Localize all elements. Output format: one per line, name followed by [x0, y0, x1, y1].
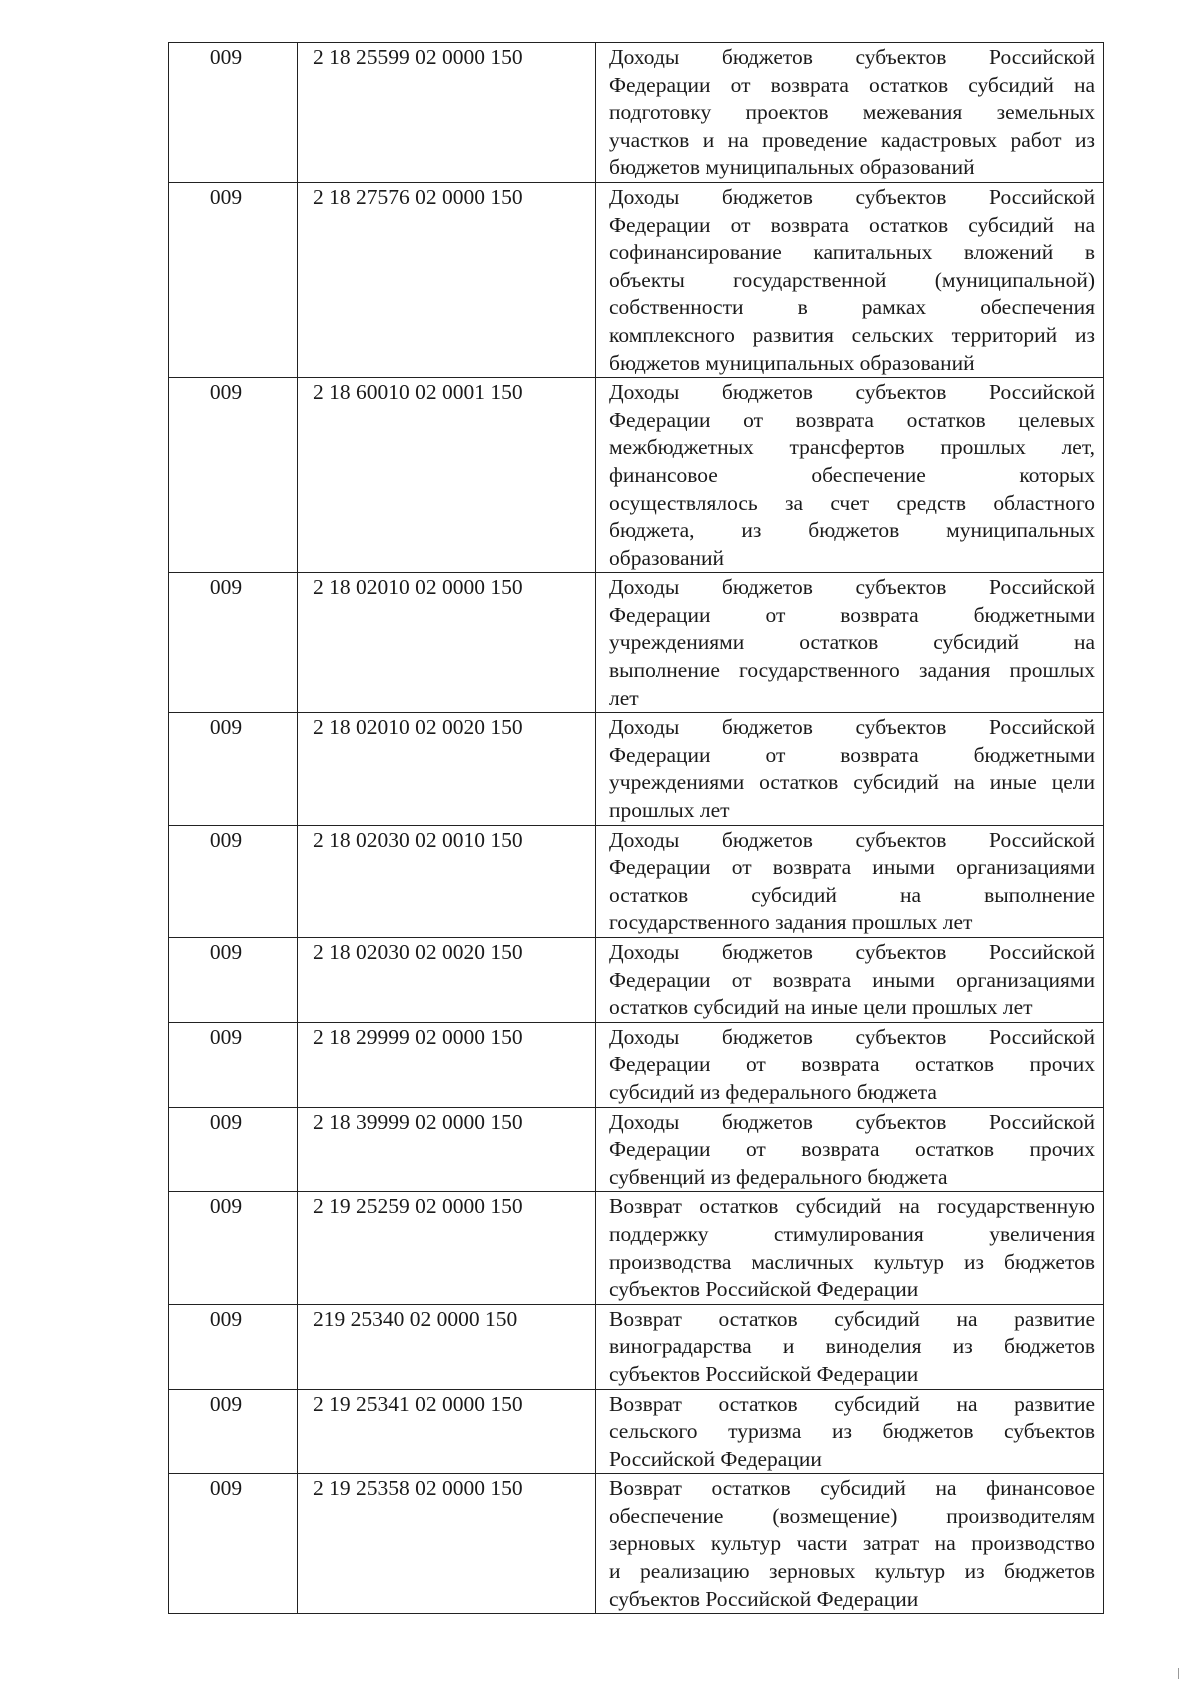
table-row [169, 1107, 1104, 1192]
description-line: Возврат остатков субсидий на финансовое [609, 1476, 1095, 1501]
description-line: подготовку проектов межевания земельных [609, 100, 1095, 125]
description-line: учреждениями остатков субсидий на [609, 630, 1095, 655]
description-line: Доходы бюджетов субъектов Российской [609, 1024, 1095, 1049]
table-row [169, 1474, 1104, 1614]
description-line: Федерации от возврата остатков прочих [609, 1137, 1095, 1162]
scan-artifact-mark [1178, 1668, 1179, 1679]
admin-code-cell: 009 [169, 1107, 298, 1192]
table-row [169, 1304, 1104, 1389]
description-line: Доходы бюджетов субъектов Российской [609, 184, 1095, 209]
description-line: прошлых лет [609, 798, 730, 823]
description-line: субсидий из федерального бюджета [609, 1079, 937, 1104]
table-row [169, 378, 1104, 573]
description-line: объекты государственной (муниципальной) [609, 267, 1095, 292]
budget-code-cell: 2 18 02010 02 0000 150 [298, 573, 596, 713]
description-line: зерновых культур части затрат на производство [609, 1531, 1095, 1556]
description-line: комплексного развития сельских территорий из [609, 322, 1095, 347]
budget-classification-table [168, 42, 1104, 1614]
description-cell [596, 1389, 1104, 1474]
admin-code-cell: 009 [169, 378, 298, 573]
table-row [169, 1389, 1104, 1474]
admin-code-cell: 009 [169, 825, 298, 937]
description-cell [596, 1107, 1104, 1192]
description-cell [596, 1022, 1104, 1107]
description-line: Доходы бюджетов субъектов Российской [609, 715, 1095, 740]
budget-code-cell: 2 18 02030 02 0020 150 [298, 938, 596, 1023]
admin-code-cell: 009 [169, 1304, 298, 1389]
description-cell [596, 43, 1104, 183]
description-line: учреждениями остатков субсидий на иные цели [609, 770, 1095, 795]
budget-code-cell: 2 18 60010 02 0001 150 [298, 378, 596, 573]
description-line: Федерации от возврата иными организациями [609, 967, 1095, 992]
description-line: Федерации от возврата бюджетными [609, 742, 1095, 767]
description-line: бюджетов муниципальных образований [609, 350, 975, 375]
admin-code-cell: 009 [169, 1474, 298, 1614]
table-body [169, 43, 1104, 1614]
description-line: участков и на проведение кадастровых работ из [609, 127, 1095, 152]
description-line: Федерации от возврата остатков субсидий на [609, 72, 1095, 97]
description-line: софинансирование капитальных вложений в [609, 240, 1095, 265]
description-line: Возврат остатков субсидий на государственную [609, 1194, 1095, 1219]
description-line: субъектов Российской Федерации [609, 1586, 919, 1611]
budget-code-cell: 2 18 25599 02 0000 150 [298, 43, 596, 183]
admin-code-cell: 009 [169, 182, 298, 377]
table-row [169, 713, 1104, 825]
description-line: субъектов Российской Федерации [609, 1277, 919, 1302]
description-cell [596, 1304, 1104, 1389]
description-line: Федерации от возврата остатков целевых [609, 407, 1095, 432]
admin-code-cell: 009 [169, 43, 298, 183]
description-line: финансовое обеспечение которых [609, 462, 1095, 487]
admin-code-cell: 009 [169, 1389, 298, 1474]
description-line: остатков субсидий на иные цели прошлых лет [609, 995, 1033, 1020]
description-line: государственного задания прошлых лет [609, 910, 973, 935]
description-line: Российской Федерации [609, 1446, 822, 1471]
budget-code-cell: 2 18 27576 02 0000 150 [298, 182, 596, 377]
description-line: Возврат остатков субсидий на развитие [609, 1306, 1095, 1331]
description-cell [596, 825, 1104, 937]
description-line: межбюджетных трансфертов прошлых лет, [609, 435, 1095, 460]
budget-code-cell: 2 18 02010 02 0020 150 [298, 713, 596, 825]
admin-code-cell: 009 [169, 1192, 298, 1304]
table-row [169, 573, 1104, 713]
description-cell [596, 1192, 1104, 1304]
description-line: Федерации от возврата бюджетными [609, 602, 1095, 627]
description-line: бюджетов муниципальных образований [609, 155, 975, 180]
description-cell [596, 182, 1104, 377]
budget-code-cell: 2 18 02030 02 0010 150 [298, 825, 596, 937]
description-line: Доходы бюджетов субъектов Российской [609, 1109, 1095, 1134]
budget-code-cell: 2 19 25341 02 0000 150 [298, 1389, 596, 1474]
description-line: Возврат остатков субсидий на развитие [609, 1391, 1095, 1416]
budget-code-cell: 219 25340 02 0000 150 [298, 1304, 596, 1389]
description-line: Доходы бюджетов субъектов Российской [609, 575, 1095, 600]
description-line: Федерации от возврата остатков прочих [609, 1052, 1095, 1077]
description-line: сельского туризма из бюджетов субъектов [609, 1419, 1095, 1444]
description-line: собственности в рамках обеспечения [609, 295, 1095, 320]
description-cell [596, 938, 1104, 1023]
description-line: Федерации от возврата остатков субсидий на [609, 212, 1095, 237]
table-row [169, 1192, 1104, 1304]
admin-code-cell: 009 [169, 938, 298, 1023]
description-line: субъектов Российской Федерации [609, 1361, 919, 1386]
description-line: субвенций из федерального бюджета [609, 1164, 948, 1189]
description-line: остатков субсидий на выполнение [609, 882, 1095, 907]
description-line: образований [609, 545, 725, 570]
description-line: Доходы бюджетов субъектов Российской [609, 380, 1095, 405]
description-cell [596, 1474, 1104, 1614]
description-line: производства масличных культур из бюджетов [609, 1249, 1095, 1274]
description-line: Доходы бюджетов субъектов Российской [609, 45, 1095, 69]
description-line: Доходы бюджетов субъектов Российской [609, 827, 1095, 852]
description-cell [596, 573, 1104, 713]
description-line: виноградарства и виноделия из бюджетов [609, 1334, 1095, 1359]
description-cell [596, 713, 1104, 825]
description-cell [596, 378, 1104, 573]
budget-code-cell: 2 19 25259 02 0000 150 [298, 1192, 596, 1304]
admin-code-cell: 009 [169, 713, 298, 825]
budget-code-cell: 2 19 25358 02 0000 150 [298, 1474, 596, 1614]
description-line: лет [609, 685, 639, 710]
description-line: бюджета, из бюджетов муниципальных [609, 518, 1095, 543]
table-row [169, 825, 1104, 937]
budget-code-cell: 2 18 39999 02 0000 150 [298, 1107, 596, 1192]
table-row [169, 1022, 1104, 1107]
description-line: осуществлялось за счет средств областного [609, 490, 1095, 515]
table-row [169, 938, 1104, 1023]
description-line: Доходы бюджетов субъектов Российской [609, 940, 1095, 964]
table-row [169, 43, 1104, 183]
description-line: выполнение государственного задания прошлых [609, 658, 1095, 683]
admin-code-cell: 009 [169, 573, 298, 713]
description-line: и реализацию зерновых культур из бюджетов [609, 1559, 1095, 1584]
description-line: Федерации от возврата иными организациями [609, 855, 1095, 880]
description-line: обеспечение (возмещение) производителям [609, 1503, 1095, 1528]
description-line: поддержку стимулирования увеличения [609, 1221, 1095, 1246]
budget-code-cell: 2 18 29999 02 0000 150 [298, 1022, 596, 1107]
table-row [169, 182, 1104, 377]
admin-code-cell: 009 [169, 1022, 298, 1107]
